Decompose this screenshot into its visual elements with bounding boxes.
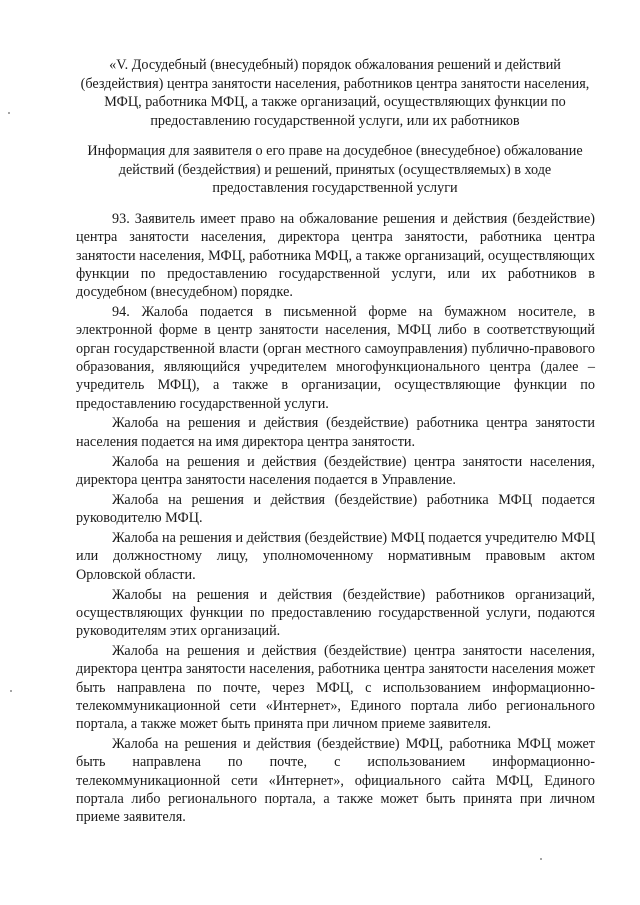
scan-speck xyxy=(8,112,10,114)
paragraph: Жалоба на решения и действия (бездействие) работника центра занятости населения подается на имя директора центра занятости. xyxy=(76,415,595,450)
paragraph: Жалоба на решения и действия (бездействие) работника МФЦ подается руководителю МФЦ. xyxy=(76,491,595,527)
paragraph-93: 93. Заявитель имеет право на обжалование решения и действия (бездействие) центра занятости населения, директора центра занятости, работника центра занятости населения, МФЦ, работника МФЦ, а также организаций, осуществляющих функции по предоставлению государственной услуги, или их работников в досудебном (внесудебном) порядке. xyxy=(76,211,595,301)
paragraph: Жалоба на решения и действия (бездействие) МФЦ, работника МФЦ может быть направлена по почте, с использованием информационно-телекоммуникационной сети «Интернет», официального сайта МФЦ, Единого портала либо регионального портала, а также может быть принята при личном приеме заявителя. xyxy=(76,736,595,826)
section-title: «V. Досудебный (внесудебный) порядок обжалования решений и действий (бездействия) центра занятости населения, работников центра занятости населения, МФЦ, работника МФЦ, а также организаций, осуществляющих функции по предоставлению государственной услуги, или их работников xyxy=(80,57,590,129)
paragraph: Жалоба на решения и действия (бездействие) центра занятости населения, директора центра занятости населения, работника центра занятости населения может быть направлена по почте, через МФЦ, с использованием информационно-телекоммуникационной сети «Интернет», Единого портала либо регионального портала, а также может быть принята при личном приеме заявителя. xyxy=(76,642,595,733)
section-subtitle: Информация для заявителя о его праве на досудебное (внесудебное) обжалование действий (бездействия) и решений, принятых (осуществляемых) в ходе предоставления государственной услуги xyxy=(87,143,583,196)
scan-speck xyxy=(10,690,12,692)
document-body xyxy=(76,210,595,828)
paragraph: Жалобы на решения и действия (бездействие) работников организаций, осуществляющих функции по предоставлению государственной услуги, подаются руководителям этих организаций. xyxy=(76,586,595,640)
paragraph: Жалоба на решения и действия (бездействие) центра занятости населения, директора центра занятости населения подается в Управление. xyxy=(76,453,595,488)
paragraph: Жалоба на решения и действия (бездействие) МФЦ подается учредителю МФЦ или должностному лицу, уполномоченному нормативным правовым актом Орловской области. xyxy=(76,530,595,583)
scan-speck xyxy=(540,858,542,860)
paragraph-94: 94. Жалоба подается в письменной форме на бумажном носителе, в электронной форме в центр занятости населения, МФЦ либо в соответствующий орган государственной власти (орган местного самоуправления) публично-правового образования, являющийся учредителем многофункционального центра (далее – учредитель МФЦ), а также в организации, осуществляющие функции по предоставлению государственной услуги. xyxy=(76,304,595,412)
